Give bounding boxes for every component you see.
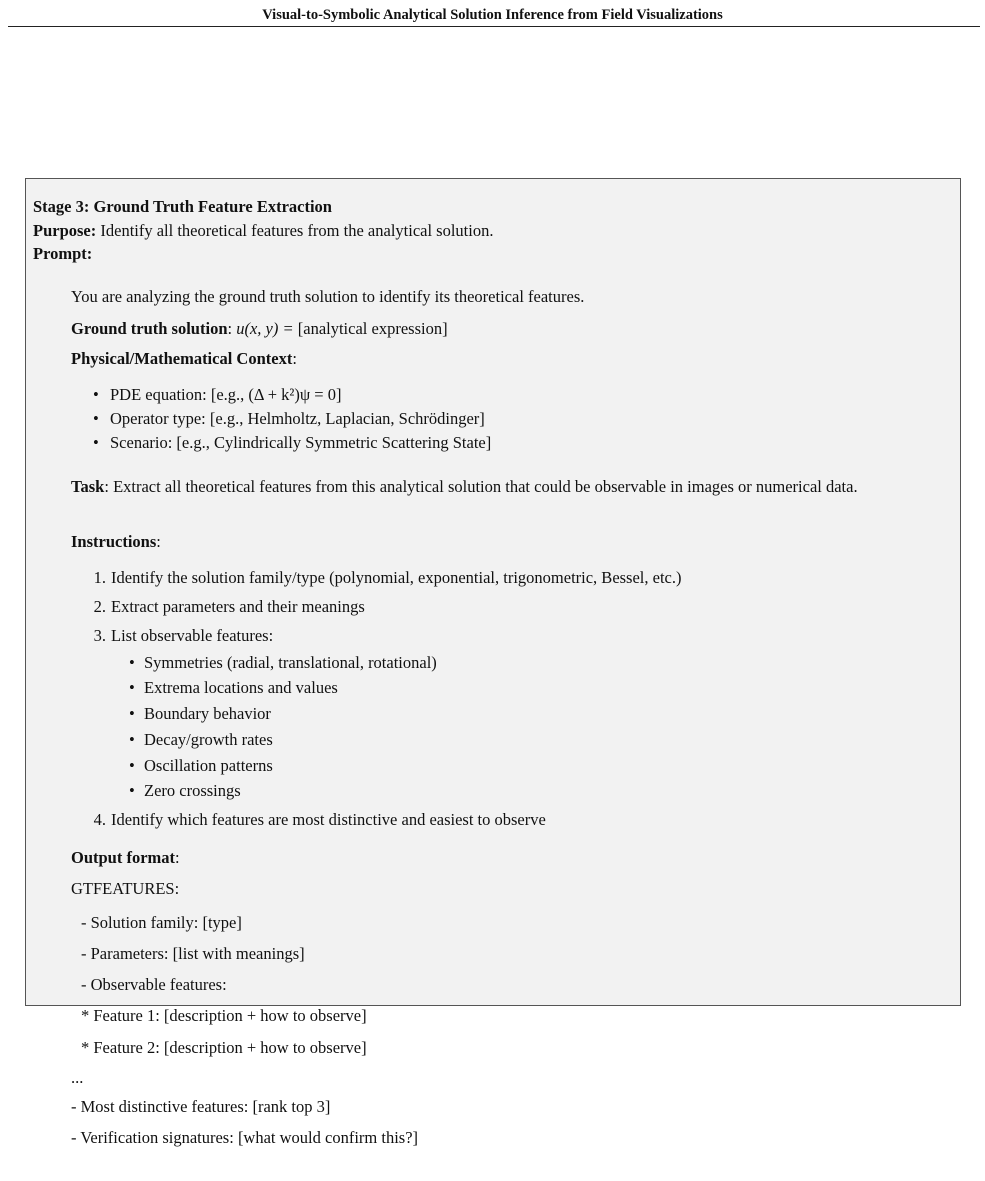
feature-item: Oscillation patterns (144, 756, 273, 775)
prompt-label: Prompt: (33, 244, 93, 263)
instruction-item: Extract parameters and their meanings (111, 597, 365, 616)
output-line: GTFEATURES: (71, 879, 180, 898)
output-line: * Feature 1: [description + how to observe] (81, 1006, 367, 1025)
context-item: Operator type: [e.g., Helmholtz, Laplacian, Schrödinger] (110, 409, 485, 428)
bullet: • (93, 433, 99, 452)
bullet: • (129, 781, 135, 800)
bullet: • (129, 653, 135, 672)
instruction-item: List observable features: (111, 626, 274, 645)
instruction-item: Identify which features are most distinctive and easiest to observe (111, 810, 546, 829)
feature-item: Symmetries (radial, translational, rotational) (144, 653, 437, 672)
output-line: - Parameters: [list with meanings] (81, 944, 305, 963)
instructions-label: Instructions: (71, 532, 161, 551)
bullet: • (129, 704, 135, 723)
bullet: • (93, 409, 99, 428)
output-line: * Feature 2: [description + how to observe] (81, 1038, 367, 1057)
header-rule (8, 26, 980, 27)
prompt-box (25, 178, 961, 1147)
output-line: - Solution family: [type] (81, 913, 242, 932)
stage-title: Stage 3: Ground Truth Feature Extraction (33, 197, 332, 216)
list-number: 4. (93, 810, 106, 829)
list-number: 2. (93, 597, 106, 616)
feature-item: Zero crossings (144, 781, 241, 800)
purpose-line: Purpose: Identify all theoretical features from the analytical solution. (33, 221, 494, 240)
output-line: - Observable features: (81, 975, 227, 994)
bullet: • (129, 678, 135, 697)
list-number: 1. (93, 568, 106, 587)
bullet: • (129, 730, 135, 749)
feature-item: Boundary behavior (144, 704, 271, 723)
bullet: • (93, 385, 99, 404)
task-line: Task: Extract all theoretical features from this analytical solution that could be observable in images or numerical data. (71, 477, 858, 496)
output-label: Output format: (71, 848, 180, 867)
feature-item: Extrema locations and values (144, 678, 338, 697)
instruction-item: Identify the solution family/type (polynomial, exponential, trigonometric, Bessel, etc.) (111, 568, 682, 587)
intro-text: You are analyzing the ground truth solution to identify its theoretical features. (71, 287, 585, 306)
context-item: Scenario: [e.g., Cylindrically Symmetric Scattering State] (110, 433, 492, 452)
bullet: • (129, 756, 135, 775)
feature-item: Decay/growth rates (144, 730, 273, 749)
context-item: PDE equation: [e.g., (Δ + k²)ψ = 0] (110, 385, 342, 404)
context-label: Physical/Mathematical Context: (71, 349, 297, 368)
output-line: - Most distinctive features: [rank top 3] (71, 1097, 331, 1116)
output-line: - Verification signatures: [what would confirm this?] (71, 1128, 419, 1147)
ground-truth-line: Ground truth solution: u(x, y) = [analytical expression] (71, 319, 448, 338)
output-line: ... (71, 1068, 84, 1087)
running-head: Visual-to-Symbolic Analytical Solution Inference from Field Visualizations (262, 7, 723, 23)
list-number: 3. (93, 626, 106, 645)
